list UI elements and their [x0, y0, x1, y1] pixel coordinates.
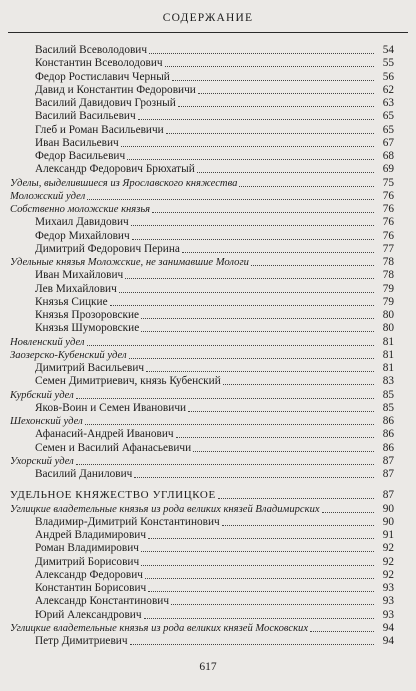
toc-entry: [10, 124, 394, 137]
toc-entry-page: 85: [382, 401, 394, 414]
toc-entry: [10, 609, 394, 622]
toc-entry-page: 80: [382, 322, 394, 335]
toc-entry-title: Заозерско-Кубенский удел: [10, 349, 127, 361]
dot-leader: [198, 92, 374, 94]
dot-leader: [146, 370, 374, 372]
toc-entry: [10, 362, 394, 375]
toc-entry: [10, 256, 394, 269]
toc-entry: [10, 516, 394, 529]
toc-entry: [10, 529, 394, 542]
toc-entry-title: УДЕЛЬНОЕ КНЯЖЕСТВО УГЛИЦКОЕ: [10, 489, 216, 502]
dot-leader: [87, 344, 374, 346]
toc-entry: [10, 569, 394, 582]
toc-entry-page: 56: [382, 70, 394, 83]
dot-leader: [130, 643, 374, 645]
toc-entry: [10, 556, 394, 569]
toc-entry-title: Юрий Александрович: [35, 608, 142, 621]
dot-leader: [152, 211, 374, 213]
page-number: 617: [199, 661, 217, 673]
dot-leader: [239, 185, 374, 187]
toc-entry-title: Шехонский удел: [10, 416, 83, 427]
dot-leader: [182, 251, 374, 253]
toc-entry: [10, 57, 394, 70]
toc-entry: [10, 137, 394, 150]
dot-leader: [85, 423, 374, 425]
toc-entry-page: 76: [382, 203, 394, 215]
toc-entry-page: 69: [382, 163, 394, 176]
dot-leader: [223, 383, 374, 385]
toc-entry: [10, 203, 394, 216]
dot-leader: [148, 537, 374, 539]
toc-entry-page: 92: [382, 555, 394, 568]
toc-entry-title: Александр Федорович Брюхатый: [35, 163, 195, 176]
toc-entry-title: Семен и Василий Афанасьевичи: [35, 441, 192, 454]
toc-entry-title: Ухорский удел: [10, 455, 74, 467]
toc-entry-page: 91: [382, 529, 394, 541]
toc-entry: [10, 503, 394, 516]
toc-entry-page: 63: [382, 97, 394, 109]
toc-entry-page: 78: [382, 269, 394, 282]
dot-leader: [322, 511, 374, 513]
toc-entry-title: Василий Давидович Грозный: [35, 97, 176, 109]
toc-entry: [10, 542, 394, 555]
dot-leader: [131, 224, 374, 226]
toc-entry-title: Удельные князья Моложские, не занимавшие Мологи: [10, 257, 249, 268]
toc-entry-page: 93: [382, 582, 394, 594]
toc-entry: [10, 595, 394, 608]
toc-entry: [10, 415, 394, 428]
toc-entry-page: 55: [382, 57, 394, 70]
toc-entry-title: Князья Сицкие: [35, 295, 108, 308]
toc-entry-page: 80: [382, 309, 394, 321]
toc-entry-page: 78: [382, 256, 394, 268]
toc-entry-page: 93: [382, 595, 394, 608]
toc-entry: [10, 489, 394, 502]
toc-entry: [10, 150, 394, 163]
toc-entry: [10, 402, 394, 415]
toc-entry: [10, 389, 394, 402]
toc-entry-page: 76: [382, 216, 394, 229]
toc-entry-title: Александр Константинович: [35, 595, 170, 608]
toc-entry: [10, 336, 394, 349]
dot-leader: [166, 132, 374, 134]
toc-entry: [10, 177, 394, 190]
dot-leader: [144, 617, 374, 619]
toc-entry-page: 79: [382, 295, 394, 308]
toc-entry-page: 76: [382, 229, 394, 242]
toc-entry-page: 67: [382, 136, 394, 149]
toc-entry-title: Князья Шуморовские: [35, 322, 140, 335]
toc-entry: [10, 375, 394, 388]
toc-entry-title: Уделы, выделившиеся из Ярославского княжества: [10, 177, 238, 189]
dot-leader: [188, 410, 374, 412]
toc-entry: [10, 322, 394, 335]
toc-entry-title: Яков-Воин и Семен Ивановичи: [35, 401, 187, 414]
dot-leader: [193, 450, 374, 452]
dot-leader: [141, 550, 374, 552]
toc-entry-title: Моложский удел: [10, 190, 86, 202]
dot-leader: [125, 277, 374, 279]
toc-entry-title: Афанасий-Андрей Иванович: [35, 428, 174, 441]
toc-entry-title: Василий Всеволодович: [35, 44, 148, 56]
toc-entry-page: 87: [382, 489, 394, 502]
toc-entry-title: Углицкие владетельные князья из рода великих князей Московских: [10, 622, 309, 634]
toc-entry-title: Лев Михайлович: [35, 282, 117, 295]
dot-leader: [171, 603, 374, 605]
header-rule: [8, 32, 408, 33]
toc-entry-title: Андрей Владимирович: [35, 529, 147, 541]
toc-entry-page: 79: [382, 282, 394, 295]
toc-entry: [10, 190, 394, 203]
toc-entry-page: 94: [382, 621, 394, 634]
dot-leader: [148, 590, 374, 592]
toc-entry-page: 65: [382, 110, 394, 123]
toc-entry-title: Курбский удел: [10, 389, 74, 401]
toc-entry-page: 85: [382, 388, 394, 401]
toc-entry-title: Углицкие владетельные князья из рода великих князей Владимирских: [10, 503, 320, 515]
toc-entry-page: 86: [382, 428, 394, 441]
toc-entry-page: 76: [382, 189, 394, 202]
toc-entry-title: Собственно моложские князья: [10, 204, 151, 215]
toc-entry-page: 90: [382, 502, 394, 515]
toc-entry-page: 81: [382, 362, 394, 374]
toc-entry-title: Федор Васильевич: [35, 150, 126, 162]
toc-entry: [10, 455, 394, 468]
toc-entry: [10, 243, 394, 256]
toc-entry-title: Новленский удел: [10, 336, 85, 348]
dot-leader: [172, 79, 374, 81]
dot-leader: [76, 463, 374, 465]
toc-entry: [10, 428, 394, 441]
toc-entry-page: 90: [382, 515, 394, 528]
dot-leader: [141, 330, 374, 332]
toc-entry-page: 81: [382, 348, 394, 361]
toc-entry-page: 68: [382, 150, 394, 162]
dot-leader: [310, 630, 374, 632]
dot-leader: [222, 524, 374, 526]
toc-entry: [10, 97, 394, 110]
toc-entry-page: 86: [382, 441, 394, 454]
toc-entry: [10, 309, 394, 322]
toc-entry: [10, 582, 394, 595]
toc-entry-title: Василий Данилович: [35, 468, 133, 480]
toc-entry-title: Глеб и Роман Васильевичи: [35, 123, 164, 136]
toc-entry-title: Давид и Константин Федоровичи: [35, 83, 196, 96]
dot-leader: [121, 145, 374, 147]
toc-entry: [10, 44, 394, 57]
toc-entry: [10, 622, 394, 635]
dot-leader: [129, 357, 374, 359]
toc-entry-title: Семен Димитриевич, князь Кубенский: [35, 375, 221, 388]
toc-entry-page: 83: [382, 375, 394, 388]
toc-entry: [10, 269, 394, 282]
toc-entry-title: Василий Васильевич: [35, 110, 136, 123]
dot-leader: [197, 171, 374, 173]
toc-entry: [10, 71, 394, 84]
toc-entry: [10, 84, 394, 97]
toc-entry: [10, 230, 394, 243]
toc-entry-page: 54: [382, 44, 394, 56]
dot-leader: [178, 105, 374, 107]
dot-leader: [134, 476, 374, 478]
toc-entry-page: 93: [382, 608, 394, 621]
toc-entry: [10, 468, 394, 481]
toc-entry-page: 86: [382, 415, 394, 427]
toc-entry-title: Константин Борисович: [35, 582, 147, 594]
toc-entry-title: Федор Ростиславич Черный: [35, 70, 170, 83]
toc-entry: [10, 163, 394, 176]
toc-entry-title: Александр Федорович: [35, 568, 143, 581]
dot-leader: [165, 65, 374, 67]
dot-leader: [218, 497, 374, 499]
dot-leader: [132, 238, 374, 240]
dot-leader: [251, 264, 374, 266]
toc-entry-title: Иван Михайлович: [35, 269, 124, 282]
toc-entry-title: Константин Всеволодович: [35, 57, 163, 70]
toc-entry: [10, 216, 394, 229]
toc-entry: [10, 283, 394, 296]
toc-entry-page: 87: [382, 454, 394, 467]
toc-entry: [10, 296, 394, 309]
toc-entry: [10, 635, 394, 648]
toc-entry-page: 87: [382, 468, 394, 480]
toc-entry-page: 81: [382, 335, 394, 348]
toc-entry-title: Михаил Давидович: [35, 216, 129, 229]
dot-leader: [149, 52, 374, 54]
toc-entry-title: Роман Владимирович: [35, 542, 139, 555]
toc-entry-page: 77: [382, 242, 394, 255]
dot-leader: [141, 564, 374, 566]
toc-entry-page: 94: [382, 635, 394, 647]
toc-entry-page: 92: [382, 542, 394, 555]
dot-leader: [176, 436, 374, 438]
toc-entry-title: Димитрий Васильевич: [35, 362, 145, 374]
toc-entry-title: Князья Прозоровские: [35, 309, 140, 321]
toc-entry-page: 62: [382, 83, 394, 96]
dot-leader: [87, 198, 374, 200]
toc-entry-title: Федор Михайлович: [35, 229, 130, 242]
toc-entry-page: 75: [382, 176, 394, 189]
toc-entry-title: Петр Димитриевич: [35, 635, 128, 647]
dot-leader: [110, 304, 374, 306]
toc-entry-title: Иван Васильевич: [35, 136, 119, 149]
dot-leader: [145, 577, 374, 579]
toc-entry: [10, 349, 394, 362]
page-header: СОДЕРЖАНИЕ: [162, 12, 254, 24]
dot-leader: [76, 397, 374, 399]
dot-leader: [141, 317, 374, 319]
toc-entry-title: Димитрий Федорович Перина: [35, 242, 180, 255]
dot-leader: [127, 158, 374, 160]
toc-entry: [10, 442, 394, 455]
toc-entry-page: 65: [382, 123, 394, 136]
toc-entry-title: Владимир-Димитрий Константинович: [35, 515, 220, 528]
dot-leader: [138, 118, 374, 120]
dot-leader: [119, 291, 374, 293]
toc-entry-title: Димитрий Борисович: [35, 555, 140, 568]
toc-entry-page: 92: [382, 568, 394, 581]
toc-entry: [10, 110, 394, 123]
